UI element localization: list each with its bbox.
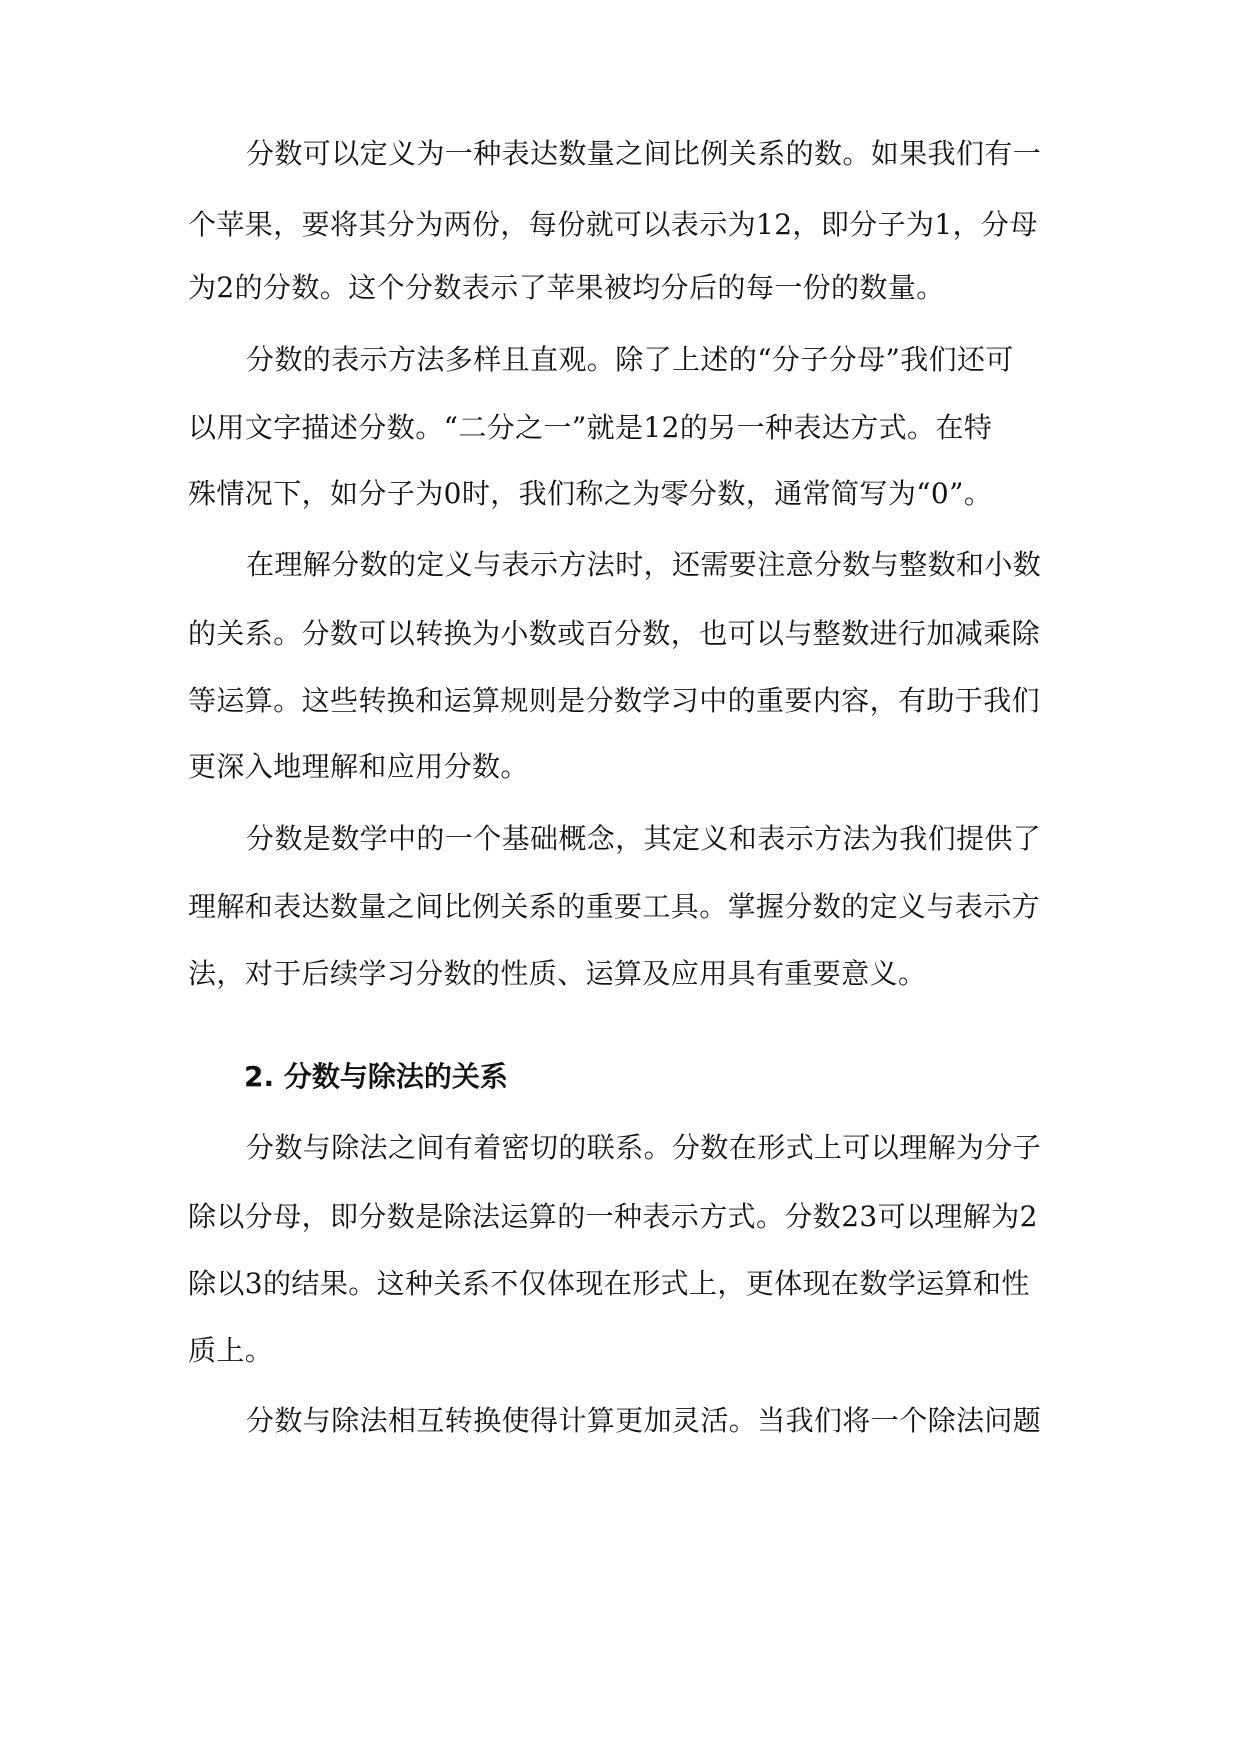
- text-line: 分数的表示方法多样且直观。除了上述的“分子分母”我们还可: [246, 343, 1014, 376]
- text-line: 殊情况下，如分子为0时，我们称之为零分数，通常简写为“0”。: [188, 477, 993, 510]
- text-line: 理解和表达数量之间比例关系的重要工具。掌握分数的定义与表示方: [188, 890, 1041, 923]
- text-line: 以用文字描述分数。“二分之一”就是12的另一种表达方式。在特: [188, 411, 993, 444]
- text-line: 分数是数学中的一个基础概念，其定义和表示方法为我们提供了: [246, 822, 1042, 855]
- text-line: 分数与除法之间有着密切的联系。分数在形式上可以理解为分子: [246, 1131, 1042, 1164]
- text-line: 等运算。这些转换和运算规则是分数学习中的重要内容，有助于我们: [188, 684, 1041, 717]
- section-heading: 2. 分数与除法的关系: [244, 1060, 508, 1093]
- text-line: 分数可以定义为一种表达数量之间比例关系的数。如果我们有一: [246, 137, 1042, 170]
- text-line: 的关系。分数可以转换为小数或百分数，也可以与整数进行加减乘除: [188, 617, 1041, 650]
- text-line: 个苹果，要将其分为两份，每份就可以表示为12，即分子为1，分母: [188, 208, 1038, 241]
- text-line: 法，对于后续学习分数的性质、运算及应用具有重要意义。: [188, 957, 927, 990]
- text-line: 除以分母，即分数是除法运算的一种表示方式。分数23可以理解为2: [188, 1200, 1038, 1233]
- text-line: 分数与除法相互转换使得计算更加灵活。当我们将一个除法问题: [246, 1404, 1042, 1437]
- text-line: 除以3的结果。这种关系不仅体现在形式上，更体现在数学运算和性: [188, 1267, 1030, 1300]
- text-line: 为2的分数。这个分数表示了苹果被均分后的每一份的数量。: [188, 271, 945, 304]
- text-line: 在理解分数的定义与表示方法时，还需要注意分数与整数和小数: [246, 548, 1042, 581]
- text-line: 更深入地理解和应用分数。: [188, 750, 529, 783]
- text-line: 质上。: [188, 1334, 274, 1367]
